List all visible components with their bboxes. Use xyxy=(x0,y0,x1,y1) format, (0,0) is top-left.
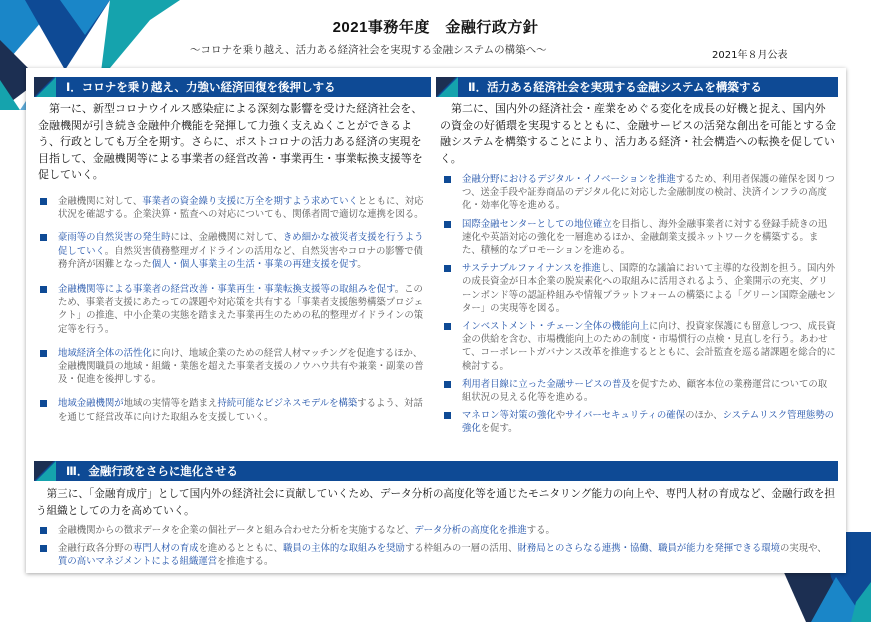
bullet-square-icon xyxy=(40,198,47,205)
bullet-square-icon xyxy=(40,350,47,357)
document-subtitle: ～コロナを乗り越え、活力ある経済社会を実現する金融システムの構築へ～ xyxy=(190,44,547,56)
list-item: サステナブルファイナンスを推進し、国際的な議論において主導的な役割を担う。国内外の成長資金が日本企業の脱炭素化への取組みに活用されるよう、企業開示の充実、グリーンボンド等の認証枠組みや情報プラットフォームの構築による「グリーン国際金融センター」の実現等を図る。 xyxy=(440,262,836,315)
list-item: 金融機関に対して、事業者の資金繰り支援に万全を期すよう求めていくとともに、対応状況を確認する。企業決算・監査への対応についても、関係者間で適切な連携を図る。 xyxy=(36,195,428,221)
section-3-bullets xyxy=(36,524,836,569)
list-item: 金融行政各分野の専門人材の育成を進めるとともに、職員の主体的な取組みを奨励する枠組みの一層の活用、財務局とのさらなる連携・協働、職員が能力を発揮できる環境の実現や、質の高いマネジメントによる組織運営を推進する。 xyxy=(36,542,836,568)
header-accent-shape xyxy=(36,77,56,97)
publication-date: 2021年８月公表 xyxy=(712,50,788,61)
bullet-square-icon xyxy=(40,286,47,293)
bullet-square-icon xyxy=(40,400,47,407)
bullet-square-icon xyxy=(444,265,451,272)
bullet-square-icon xyxy=(40,234,47,241)
bullet-square-icon xyxy=(444,323,451,330)
content-panel xyxy=(26,68,846,573)
section-1-header xyxy=(34,77,431,97)
header-accent-shape xyxy=(36,461,56,481)
bullet-square-icon xyxy=(444,221,451,228)
bullet-square-icon xyxy=(40,527,47,534)
list-item: インベストメント・チェーン全体の機能向上に向け、投資家保護にも留意しつつ、成長資金の供給を含む、市場機能向上のための制度・市場慣行の点検・見直しを行う。あわせて、コーポレートガバナンス改革を推進するとともに、会計監査を巡る諸課題を総合的に検討する。 xyxy=(440,320,836,373)
list-item: 国際金融センターとしての地位確立を目指し、海外金融事業者に対する登録手続きの迅速化や英語対応の強化を一層進めるほか、金融創業支援ネットワークを構築する。また、積極的なプロモーションを進める。 xyxy=(440,218,836,258)
section-1-intro: 第一に、新型コロナウイルス感染症による深刻な影響を受けた経済社会を、金融機関が引き続き金融仲介機能を発揮して力強く支えぬくことができるよう、行政としても万全を期す。さらに、ポストコロナの活力ある経済の実現を目指して、金融機関等による事業者の経営改善・事業再生・事業転換支援等を促していく。 xyxy=(38,102,423,181)
header-accent-shape xyxy=(438,77,458,97)
section-1-heading: Ⅰ．コロナを乗り越え、力強い経済回復を後押しする xyxy=(66,80,336,94)
list-item: 利用者目線に立った金融サービスの普及を促すため、顧客本位の業務運営についての取組状況の見える化等を進める。 xyxy=(440,378,836,404)
section-3-header xyxy=(34,461,838,481)
bullet-square-icon xyxy=(444,176,451,183)
list-item: 豪雨等の自然災害の発生時には、金融機関に対して、きめ細かな被災者支援を行うよう促していく。自然災害債務整理ガイドラインの活用など、自然災害やコロナの影響で債務弁済が困難となった個人・個人事業主の生活・事業の再建支援を促す。 xyxy=(36,231,428,271)
section-3-heading: Ⅲ．金融行政をさらに進化させる xyxy=(66,464,238,478)
bullet-square-icon xyxy=(40,545,47,552)
bullet-square-icon xyxy=(444,381,451,388)
list-item: 地域金融機関が地域の実情等を踏まえ持続可能なビジネスモデルを構築するよう、対話を通じて経営改革に向けた取組みを支援していく。 xyxy=(36,397,428,423)
list-item: 金融機関からの徴求データを企業の個社データと組み合わせた分析を実施するなど、データ分析の高度化を推進する。 xyxy=(36,524,836,537)
section-2-header xyxy=(436,77,838,97)
document-title: 2021事務年度 金融行政方針 xyxy=(332,19,539,36)
list-item: 地域経済全体の活性化に向け、地域企業のための経営人材マッチングを促進するほか、金融機関職員の地域・組織・業態を超えた事業者支援のノウハウ共有や兼業・副業の普及・促進を後押しする。 xyxy=(36,347,428,387)
list-item: 金融機関等による事業者の経営改善・事業再生・事業転換支援等の取組みを促す。このため、事業者支援にあたっての課題や対応策を共有する「事業者支援態勢構築プロジェクト」の推進、中小企業の実態を踏まえた事業再生のための私的整理ガイドラインの策定等を行う。 xyxy=(36,283,428,336)
section-1-bullets xyxy=(36,195,428,424)
section-2-heading: Ⅱ．活力ある経済社会を実現する金融システムを構築する xyxy=(468,80,762,94)
bullet-square-icon xyxy=(444,412,451,419)
section-3-intro: 第三に、「金融育成庁」として国内外の経済社会に貢献していくため、データ分析の高度化等を通じたモニタリング能力の向上や、専門人材の育成など、金融行政を担う組織としての力を高めていく。 xyxy=(36,488,835,517)
list-item: マネロン等対策の強化やサイバーセキュリティの確保のほか、システムリスク管理態勢の強化を促す。 xyxy=(440,409,836,435)
list-item: 金融分野におけるデジタル・イノベーションを推進するため、利用者保護の確保を図りつつ、送金手段や証券商品のデジタル化に対応した金融制度の検討、決済インフラの高度化・効率化等を進める。 xyxy=(440,173,836,213)
section-2-intro: 第二に、国内外の経済社会・産業をめぐる変化を成長の好機と捉え、国内外の資金の好循環を実現するとともに、金融サービスの活発な創出を可能とする金融システムを構築することにより、活力ある経済・社会構造への転換を促していく。 xyxy=(440,102,836,165)
section-2-bullets xyxy=(440,173,836,436)
